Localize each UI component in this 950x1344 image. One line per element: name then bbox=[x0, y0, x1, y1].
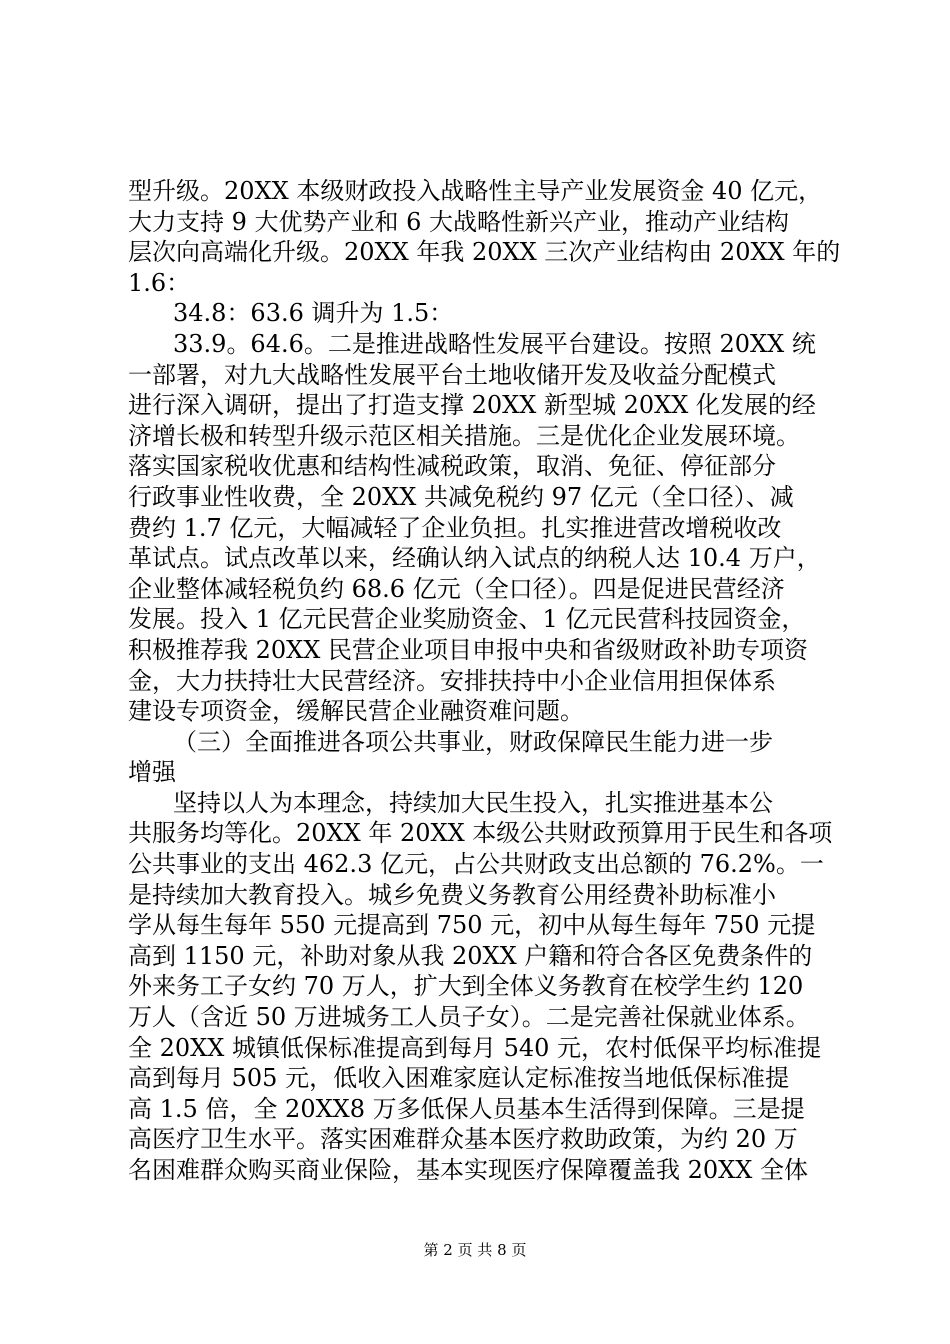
page-footer bbox=[0, 1240, 950, 1260]
text-line: 高医疗卫生水平。落实困难群众基本医疗救助政策，为约 20 万 bbox=[128, 1125, 798, 1154]
text-line: 型升级。20XX 本级财政投入战略性主导产业发展资金 40 亿元， bbox=[128, 177, 823, 205]
text-line: 金，大力扶持壮大民营经济。安排扶持中小企业信用担保体系 bbox=[128, 666, 776, 695]
text-line: 建设专项资金，缓解民营企业融资难问题。 bbox=[128, 697, 584, 726]
text-line: 34.8：63.6 调升为 1.5： bbox=[173, 299, 454, 328]
text-line: 行政事业性收费，全 20XX 共减免税约 97 亿元（全口径）、减 bbox=[128, 482, 794, 511]
text-line: 费约 1.7 亿元，大幅减轻了企业负担。扎实推进营改增税收改 bbox=[128, 513, 782, 542]
text-line: 企业整体减轻税负约 68.6 亿元（全口径）。四是促进民营经济 bbox=[128, 574, 785, 603]
text-line: 高 1.5 倍，全 20XX8 万多低保人员基本生活得到保障。三是提 bbox=[128, 1094, 805, 1123]
section-heading-continued: 增强 bbox=[128, 758, 176, 787]
text-line: 公共事业的支出 462.3 亿元，占公共财政支出总额的 76.2%。一 bbox=[128, 850, 824, 879]
text-line: 进行深入调研，提出了打造支撑 20XX 新型城 20XX 化发展的经 bbox=[128, 391, 816, 420]
text-line: 高到 1150 元，补助对象从我 20XX 户籍和符合各区免费条件的 bbox=[128, 941, 813, 970]
text-line: 落实国家税收优惠和结构性减税政策，取消、免征、停征部分 bbox=[128, 452, 776, 481]
text-line: 大力支持 9 大优势产业和 6 大战略性新兴产业，推动产业结构 bbox=[128, 207, 790, 236]
text-line: 积极推荐我 20XX 民营企业项目申报中央和省级财政补助专项资 bbox=[128, 635, 808, 664]
text-line: 学从每生每年 550 元提高到 750 元，初中从每生每年 750 元提 bbox=[128, 911, 816, 940]
text-line: 名困难群众购买商业保险，基本实现医疗保障覆盖我 20XX 全体 bbox=[128, 1156, 808, 1184]
page-number: 第 2 页 共 8 页 bbox=[423, 1241, 527, 1259]
text-line: 共服务均等化。20XX 年 20XX 本级公共财政预算用于民生和各项 bbox=[128, 819, 833, 848]
body-text bbox=[128, 176, 841, 1186]
text-line: 是持续加大教育投入。城乡免费义务教育公用经费补助标准小 bbox=[128, 880, 776, 909]
text-line: 发展。投入 1 亿元民营企业奖励资金、1 亿元民营科技园资金， bbox=[128, 605, 806, 634]
text-line: 济增长极和转型升级示范区相关措施。三是优化企业发展环境。 bbox=[128, 421, 800, 450]
text-line: 33.9。64.6。二是推进战略性发展平台建设。按照 20XX 统 bbox=[173, 329, 816, 358]
text-line: 革试点。试点改革以来，经确认纳入试点的纳税人达 10.4 万户， bbox=[128, 544, 821, 573]
section-heading: （三）全面推进各项公共事业，财政保障民生能力进一步 bbox=[173, 727, 773, 756]
text-line: 坚持以人为本理念，持续加大民生投入，扎实推进基本公 bbox=[173, 788, 773, 817]
text-line: 层次向高端化升级。20XX 年我 20XX 三次产业结构由 20XX 年的 bbox=[128, 238, 841, 267]
text-line: 外来务工子女约 70 万人，扩大到全体义务教育在校学生约 120 bbox=[128, 972, 804, 1001]
text-line: 高到每月 505 元，低收入困难家庭认定标准按当地低保标准提 bbox=[128, 1064, 790, 1093]
text-line: 1.6： bbox=[128, 268, 191, 297]
text-line: 一部署，对九大战略性发展平台土地收储开发及收益分配模式 bbox=[128, 360, 776, 389]
text-line: 全 20XX 城镇低保标准提高到每月 540 元，农村低保平均标准提 bbox=[128, 1033, 822, 1062]
text-line: 万人（含近 50 万进城务工人员子女）。二是完善社保就业体系。 bbox=[128, 1003, 810, 1032]
